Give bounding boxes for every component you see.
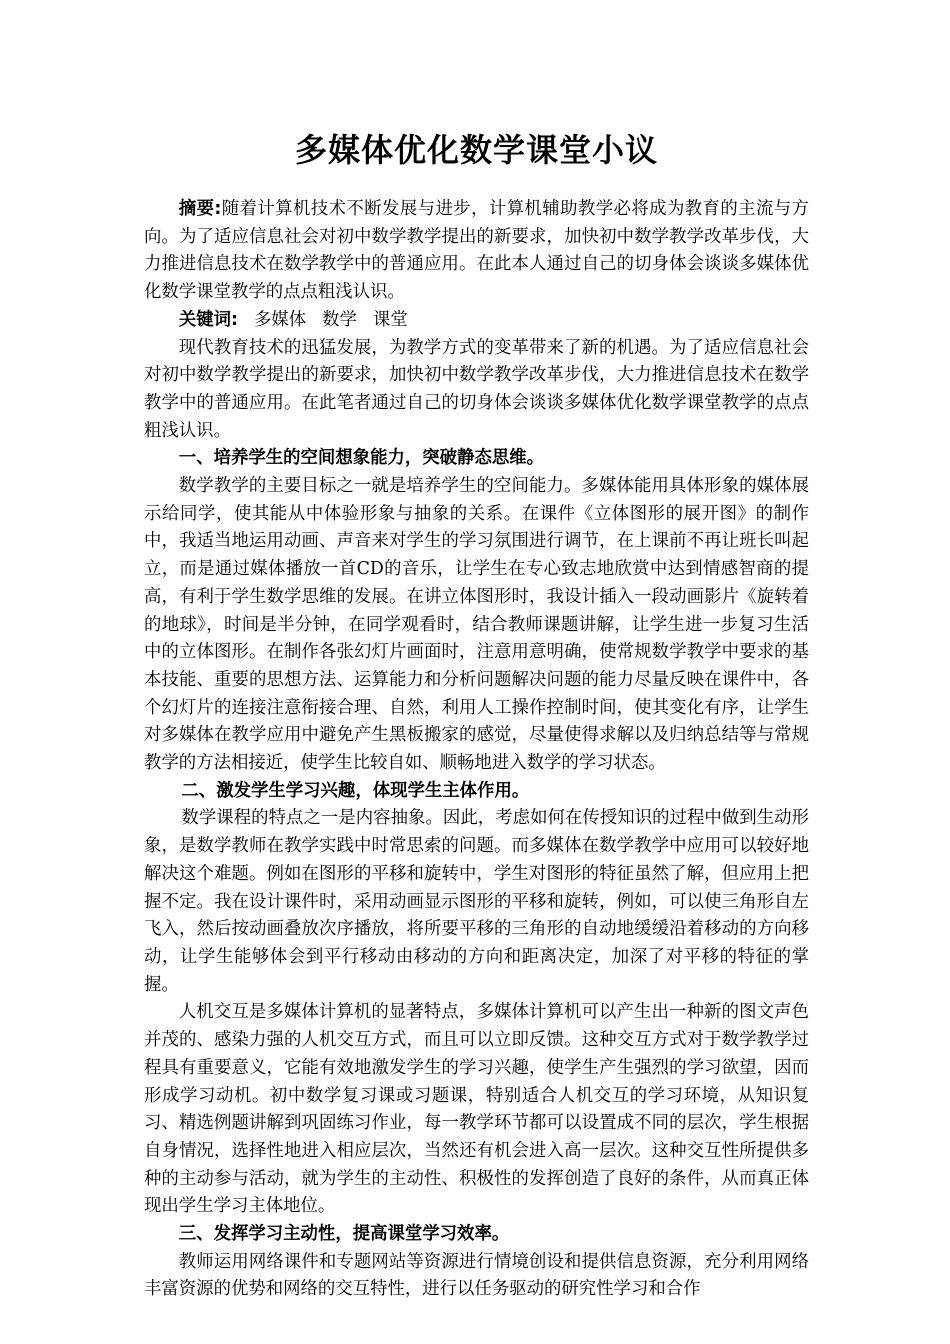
keyword-item: 课堂 xyxy=(372,309,408,330)
keyword-item: 多媒体 xyxy=(253,309,307,330)
section-heading: 一、培养学生的空间想象能力，突破静态思维。 xyxy=(178,448,545,469)
body-paragraph: 数学课程的特点之一是内容抽象。因此，考虑如何在传授知识的过程中做到生动形象，是数学教师在教学实践中时常思索的问题。而多媒体在数学教学中应用可以较好地解决这个难题。例如在图形的平移和旋转中，学生对图形的特征虽然了解，但应用上把握不定。我在设计课件时，采用动画显示图形的平移和旋转，例如，可以使三角形自左飞入，然后按动画叠放次序播放，将所要平移的三角形的自动地缓缓沿着移动的方向移动，让学生能够体会到平行移动由移动的方向和距离决定，加深了对平移的特征的掌握。 xyxy=(144,808,809,995)
body-paragraph: 数学教学的主要目标之一就是培养学生的空间能力。多媒体能用具体形象的媒体展示给同学，使其能从中体验形象与抽象的关系。在课件《立体图形的展开图》的制作中，我适当地运用动画、声音来对学生的学习氛围进行调节，在上课前不再让班长叫起立，而是通过媒体播放一首CD的音乐，让学生在专心致志地欣赏中达到情感智商的提高，有利于学生数学思维的发展。在讲立体图形时，我设计插入一段动画影片《旋转着的地球》，时间是半分钟，在同学观看时，结合教师课题讲解，让学生进一步复习生活中的立体图形。在制作各张幻灯片画面时，注意用意明确，使常规数学教学中要求的基本技能、重要的思想方法、运算能力和分析问题解决问题的能力尽量反映在课件中，各个幻灯片的连接注意衔接合理、自然，利用人工操作控制时间，使其变化有序，让学生对多媒体在教学应用中避免产生黑板搬家的感觉，尽量使得求解以及归纳总结等与常规教学的方法相接近，使学生比较自如、顺畅地进入数学的学习状态。 xyxy=(144,476,809,774)
keywords-line xyxy=(144,307,809,335)
abstract-text: 随着计算机技术不断发展与进步，计算机辅助教学必将成为教育的主流与方向。为了适应信息社会对初中数学教学提出的新要求，加快初中数学教学改革步伐，大力推进信息技术在数学教学中的普通应用。在此本人通过自己的切身体会谈谈多媒体优化数学课堂教学的点点粗浅认识。 xyxy=(144,199,809,303)
intro-paragraph: 现代教育技术的迅猛发展，为教学方式的变革带来了新的机遇。为了适应信息社会对初中数学教学提出的新要求，加快初中数学教学改革步伐，大力推进信息技术在数学教学中的普通应用。在此笔者通过自己的切身体会谈谈多媒体优化数学课堂教学的点点粗浅认识。 xyxy=(144,337,809,441)
section-heading: 二、激发学生学习兴趣，体现学生主体作用。 xyxy=(181,780,530,801)
keyword-item: 数学 xyxy=(322,309,357,330)
document-page xyxy=(144,0,809,1304)
keywords-label: 关键词: xyxy=(178,309,238,330)
body-paragraph: 教师运用网络课件和专题网站等资源进行情境创设和提供信息资源，充分利用网络丰富资源的优势和网络的交互特性，进行以任务驱动的研究性学习和合作 xyxy=(144,1251,809,1300)
abstract-label: 摘要: xyxy=(178,199,222,219)
section-heading: 三、发挥学习主动性，提高课堂学习效率。 xyxy=(178,1224,510,1245)
body-paragraph: 人机交互是多媒体计算机的显著特点，多媒体计算机可以产生出一种新的图文声色并茂的、感染力强的人机交互方式，而且可以立即反馈。这种交互方式对于数学教学过程具有重要意义，它能有效地激发学生的学习兴趣，使学生产生强烈的学习欲望，因而形成学习动机。初中数学复习课或习题课，特别适合人机交互的学习环境，从知识复习、精选例题讲解到巩固练习作业，每一教学环节都可以设置成不同的层次，学生根据自身情况，选择性地进入相应层次，当然还有机会进入高一层次。这种交互性所提供多种的主动参与活动，就为学生的主动性、积极性的发挥创造了良好的条件，从而真正体现出学生学习主体地位。 xyxy=(144,1002,809,1217)
document-title: 多媒体优化数学课堂小议 xyxy=(294,131,658,169)
abstract-paragraph xyxy=(144,196,809,307)
